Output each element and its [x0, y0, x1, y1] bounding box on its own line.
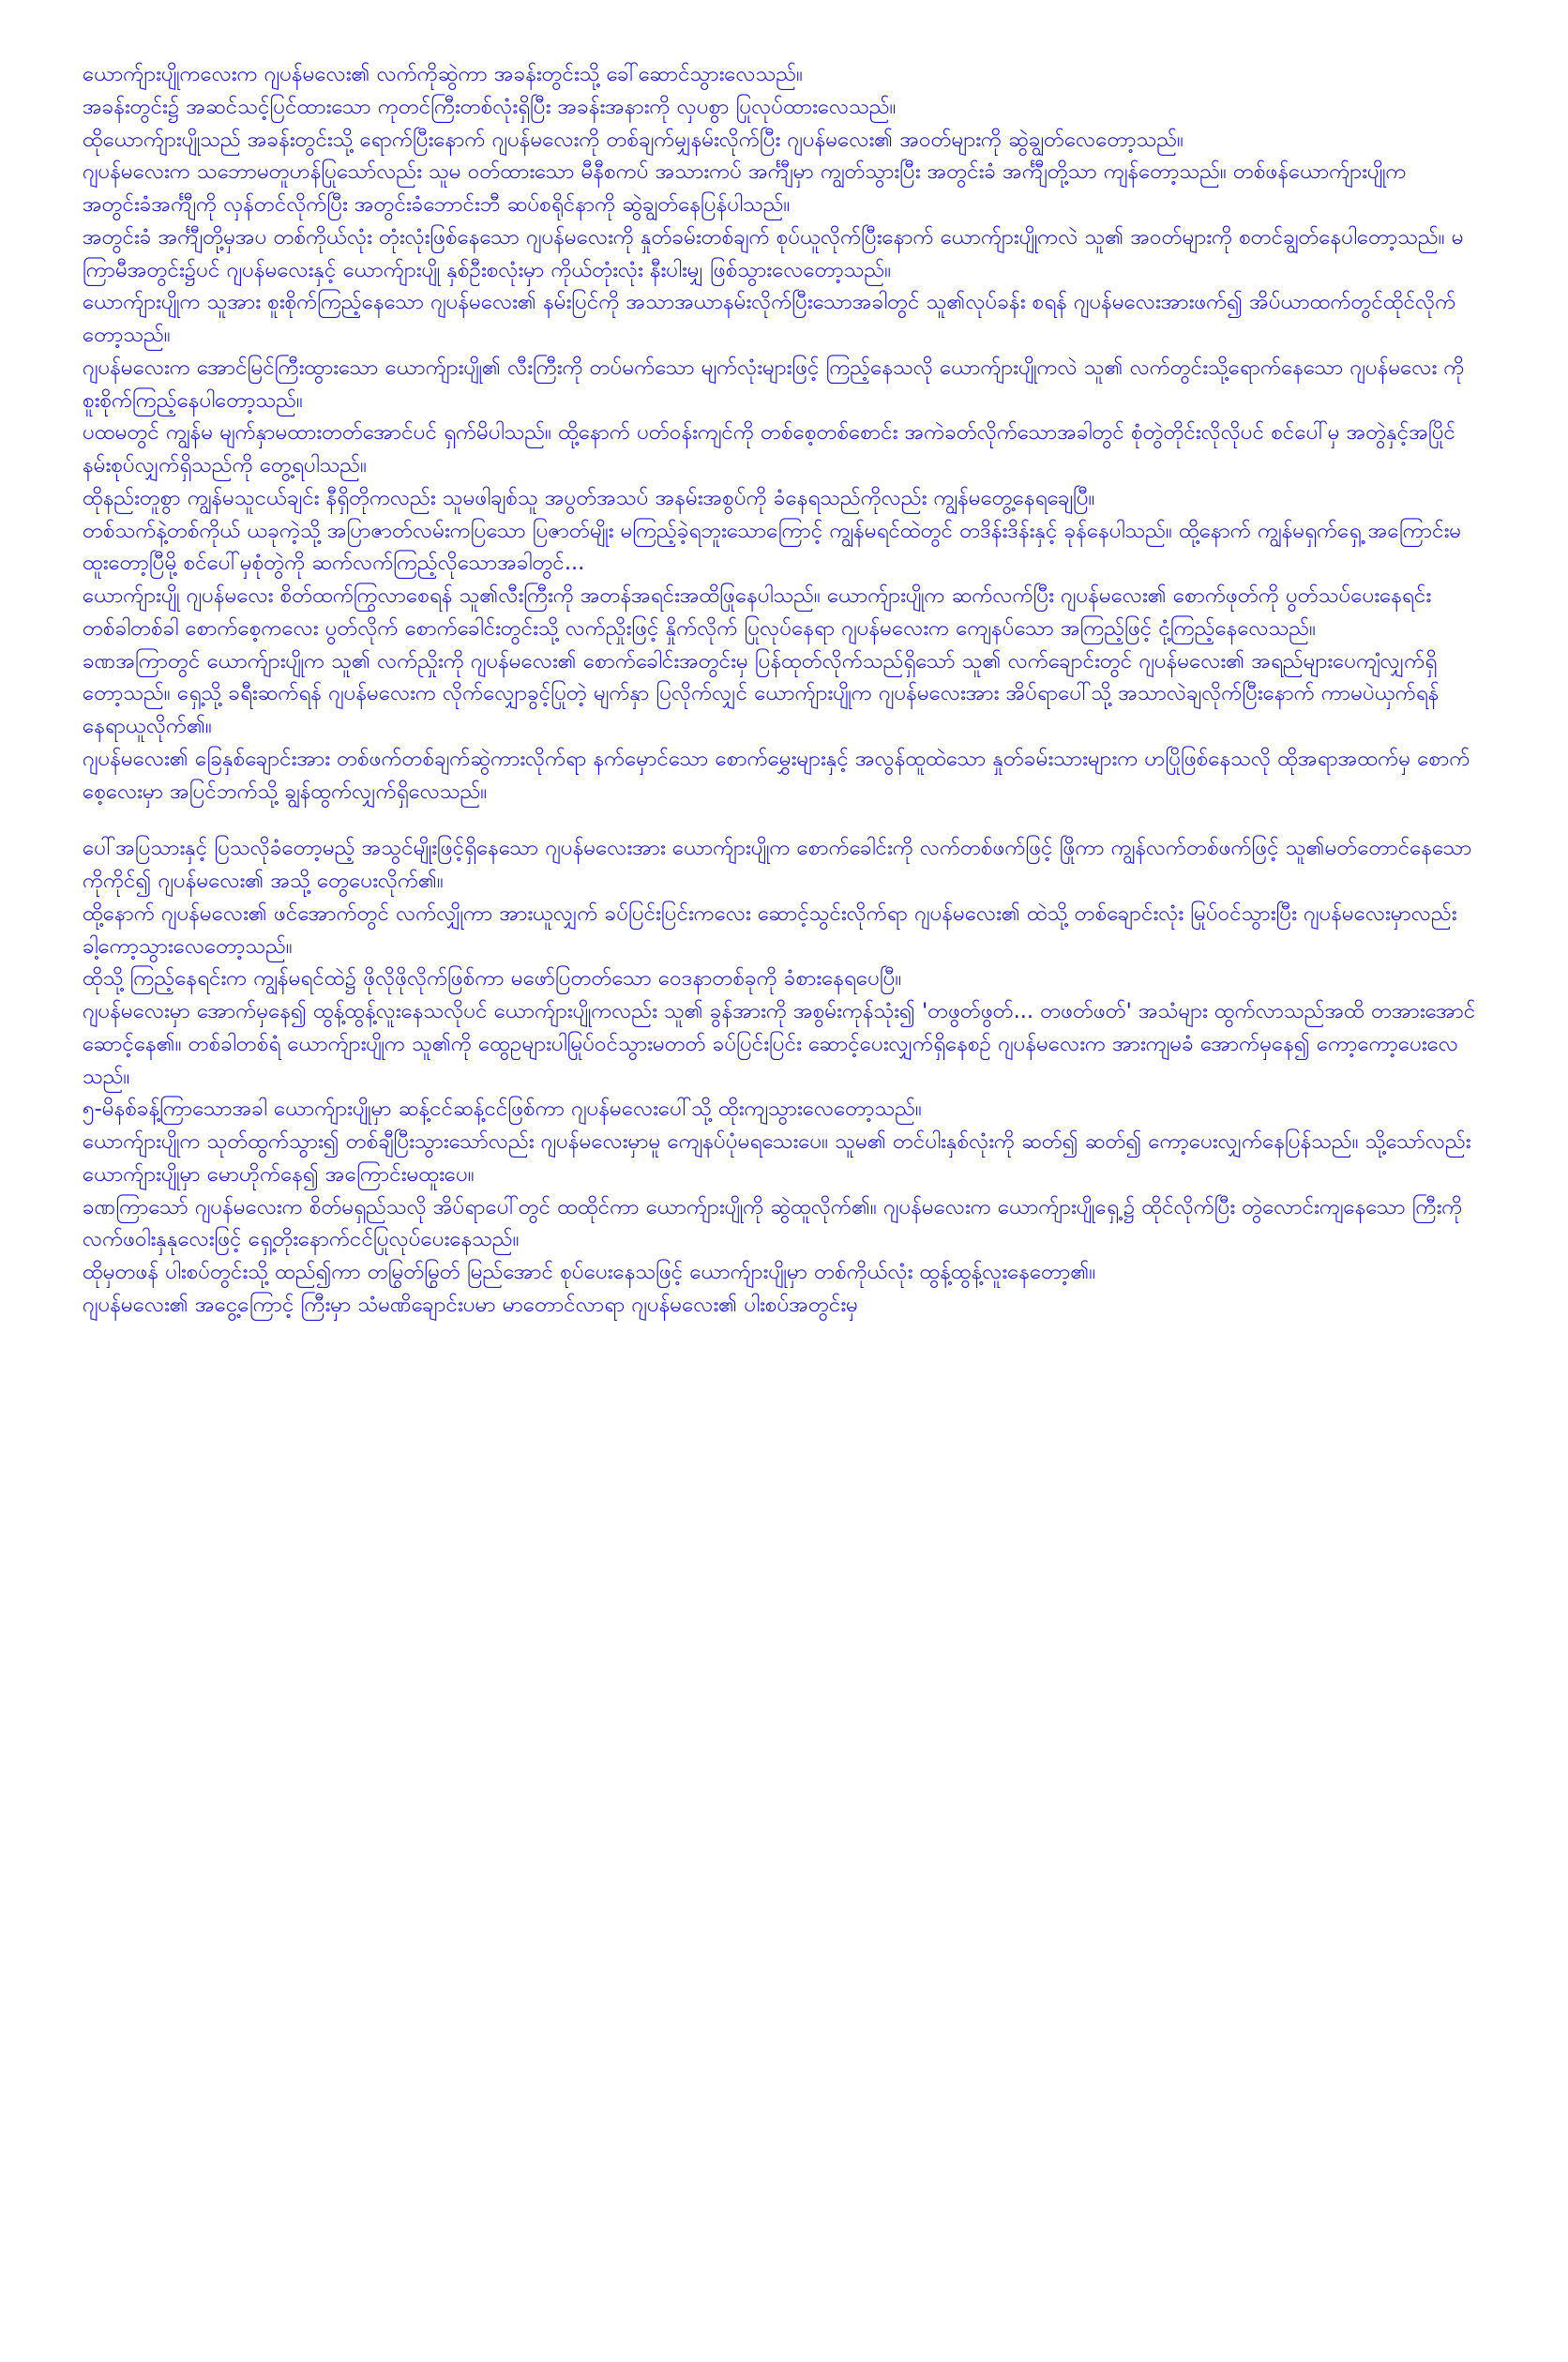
paragraph: ထိုမှတဖန် ပါးစပ်တွင်းသို့ ထည်၍ကာ တမြွတ်မြွတ် မြည်အောင် စုပ်ပေးနေသဖြင့် ယောက်ျားပျိုမှာ တစ်ကိုယ်လုံး ထွန့်ထွန့်လူးနေတော့၏။ — [83, 1260, 1096, 1284]
document-body — [83, 58, 1478, 1322]
paragraph: ဂျပန်မလေး၏ အငွေ့ကြောင့် ကြီးမှာ သံမဏိချောင်းပမာ မာတောင်လာရာ ဂျပန်မလေး၏ ပါးစပ်အတွင်းမှ — [83, 1292, 858, 1317]
paragraph-spacer — [83, 808, 1478, 832]
paragraph: ထို့နောက် ဂျပန်မလေး၏ ဖင်အောက်တွင် လက်လျှိုကာ အားယူလျှက် ခပ်ပြင်းပြင်းကလေး ဆောင့်သွင်းလိုက်ရာ ဂျပန်မလေး၏ ထဲသို့ တစ်ချောင်းလုံး မြုပ်ဝင်သွားပြီး ဂျပန်မလေးမှာလည်း ခါ့ကော့သွားလေတော့သည်။ — [83, 901, 1457, 959]
paragraph: ပေါ်အပြသားနှင့် ပြသလိုခံတော့မည့် အသွင်မျိုးဖြင့်ရှိနေသော ဂျပန်မလေးအား ယောက်ျားပျိုက စောက်ခေါင်းကို လက်တစ်ဖက်ဖြင့် ဖြိုကာ ကျွန်လက်တစ်ဖက်ဖြင့် သူ၏မတ်တောင်နေသော ကိုကိုင်၍ ဂျပန်မလေး၏ အသို့ တွေပေးလိုက်၏။ — [83, 836, 1472, 893]
paragraph: ထိုသို့ ကြည့်နေရင်းက ကျွန်မရင်ထဲ၌ ဖိုလိုဖိုလိုက်ဖြစ်ကာ မဖော်ပြတတ်သော ဝေဒနာတစ်ခုကို ခံစားနေရပေပြီ။ — [83, 966, 902, 992]
paragraph: ဂျပန်မလေးမှာ အောက်မှနေ၍ ထွန့်ထွန့်လူးနေသလိုပင် ယောက်ျားပျိုကလည်း သူ၏ ခွန်အားကို အစွမ်းကုန်သုံး၍ 'တဖွတ်ဖွတ်... တဖတ်ဖတ်' အသံများ ထွက်လာသည်အထိ တအားအောင်ဆောင့်နေ၏။ တစ်ခါတစ်ရံ ယောက်ျားပျိုက သူ၏ကို ထွေဥများပါမြုပ်ဝင်သွားမတတ် ခပ်ပြင်းပြင်း ဆောင့်ပေးလျှက်ရှိနေစဉ် ဂျပန်မလေးက အားကျမခံ အောက်မှနေ၍ ကော့ကော့ပေးလေသည်။ — [83, 999, 1476, 1089]
paragraph: ပထမတွင် ကျွန်မ မျက်နှာမထားတတ်အောင်ပင် ရှက်မိပါသည်။ ထို့နောက် ပတ်ဝန်းကျင်ကို တစ်စေ့တစ်စောင်း အကဲခတ်လိုက်သောအခါတွင် စုံတွဲတိုင်းလိုလိုပင် စင်ပေါ်မှ အတွဲနှင့်အပြိုင် နမ်းစုပ်လျှက်ရှိသည်ကို တွေ့ရပါသည်။ — [83, 420, 1456, 477]
paragraph: ၅-မိနစ်ခန့်ကြာသောအခါ ယောက်ျားပျိုမှာ ဆန့်ငင်ဆန့်ငင်ဖြစ်ကာ ဂျပန်မလေးပေါ်သို့ ထိုးကျသွားလေတော့သည်။ — [83, 1097, 922, 1122]
paragraph: အခန်းတွင်း၌ အဆင်သင့်ပြင်ထားသော ကုတင်ကြီးတစ်လုံးရှိပြီး အခန်းအနားကို လှပစွာ ပြုလုပ်ထားလေသည်။ — [83, 94, 897, 119]
paragraph: ဂျပန်မလေး၏ ခြေနှစ်ချောင်းအား တစ်ဖက်တစ်ချက်ဆွဲကားလိုက်ရာ နက်မှောင်သော စောက်မွှေးများနှင့် အလွန်ထူထဲသော နှုတ်ခမ်းသားများက ဟပြိုဖြစ်နေသလို ထိုအရာအထက်မှ စောက်စေ့လေးမှာ အပြင်ဘက်သို့ ချွန်ထွက်လျှက်ရှိလေသည်။ — [83, 746, 1470, 804]
paragraph: ထိုယောက်ျားပျိုသည် အခန်းတွင်းသို့ ရောက်ပြီးနောက် ဂျပန်မလေးကို တစ်ချက်မျှနမ်းလိုက်ပြီး ဂျပန်မလေး၏ အဝတ်များကို ဆွဲချွတ်လေတော့သည်။ — [83, 127, 1184, 152]
paragraph: ခဏအကြာတွင် ယောက်ျားပျိုက သူ၏ လက်ညှိုးကို ဂျပန်မလေး၏ စောက်ခေါင်းအတွင်းမှ ပြန်ထုတ်လိုက်သည်ရှိသော် သူ၏ လက်ချောင်းတွင် ဂျပန်မလေး၏ အရည်များပေကျံလျှက်ရှိတော့သည်။ ရှေ့သို့ ခရီးဆက်ရန် ဂျပန်မလေးက လိုက်လျှောခွင့်ပြုတဲ့ မျက်နှာ ပြလိုက်လျှင် ယောက်ျားပျိုက ဂျပန်မလေးအား အိပ်ရာပေါ်သို့ အသာလဲချလိုက်ပြီးနောက် ကာမပဲယှက်ရန် နေရာယူလိုက်၏။ — [83, 648, 1440, 738]
paragraph: ယောက်ျားပျိုက သူအား စူးစိုက်ကြည့်နေသော ဂျပန်မလေး၏ နမ်းပြင်ကို အသာအယာနမ်းလိုက်ပြီးသောအခါတွင် သူ၏လုပ်ခန်း စရန် ဂျပန်မလေးအားဖက်၍ အိပ်ယာထက်တွင်ထိုင်လိုက်တော့သည်။ — [83, 290, 1456, 347]
paragraph: ယောက်ျားပျို ဂျပန်မလေး စိတ်ထက်ကြွလာစေရန် သူ၏လီးကြီးကို အတန်အရင်းအထိဖြုနေပါသည်။ ယောက်ျားပျိုက ဆက်လက်ပြီး ဂျပန်မလေး၏ စောက်ဖုတ်ကို ပွတ်သပ်ပေးနေရင်း တစ်ခါတစ်ခါ စောက်စေ့ကလေး ပွတ်လိုက် စောက်ခေါင်းတွင်းသို့ လက်ညှိုးဖြင့် နှိုက်လိုက် ပြုလုပ်နေရာ ဂျပန်မလေးက ကျေနပ်သော အကြည့်ဖြင့် ငုံ့ကြည့်နေလေသည်။ — [83, 583, 1432, 641]
paragraph: ဂျပန်မလေးက သဘောမတူဟန်ပြုသော်လည်း သူမ ဝတ်ထားသော မီနီစကပ် အသားကပ် အင်္ကျီမှာ ကျွတ်သွားပြီး အတွင်းခံ အင်္ကျီတို့သာ ကျန်တော့သည်။ တစ်ဖန်ယောက်ျားပျိုက အတွင်းခံအင်္ကျီကို လှန်တင်လိုက်ပြီး အတွင်းခံဘောင်းဘီ ဆပ်စရိုင်နာကို ဆွဲချွတ်နေပြန်ပါသည်။ — [83, 159, 1407, 217]
paragraph: ယောက်ျားပျိုကလေးက ဂျပန်မလေး၏ လက်ကိုဆွဲကာ အခန်းတွင်းသို့ ခေါ်ဆောင်သွားလေသည်။ — [83, 62, 803, 86]
paragraph: ယောက်ျားပျိုက သုတ်ထွက်သွား၍ တစ်ချီပြီးသွားသော်လည်း ဂျပန်မလေးမှာမူ ကျေနပ်ပုံမရသေးပေ။ သူမ၏ တင်ပါးနှစ်လုံးကို ဆတ်၍ ဆတ်၍ ကော့ပေးလျှက်နေပြန်သည်။ သို့သော်လည်း ယောက်ျားပျိုမှာ မောဟိုက်နေ၍ အကြောင်းမထူးပေ။ — [83, 1129, 1471, 1187]
paragraph: ခဏကြာသော် ဂျပန်မလေးက စိတ်မရှည်သလို အိပ်ရာပေါ်တွင် ထထိုင်ကာ ယောက်ျားပျိုကို ဆွဲထူလိုက်၏။ ဂျပန်မလေးက ယောက်ျားပျိုရှေ့၌ ထိုင်လိုက်ပြီး တွဲလောင်းကျနေသော ကြီးကို လက်ဖဝါးနှနုလေးဖြင့် ရှေ့တိုးနောက်ငင်ပြုလုပ်ပေးနေသည်။ — [83, 1194, 1463, 1252]
paragraph: တစ်သက်နဲ့တစ်ကိုယ် ယခုကဲ့သို့ အပြာဇာတ်လမ်းကပြသော ပြဇာတ်မျိုး မကြည့်ခဲ့ရဘူးသောကြောင့် ကျွန်မရင်ထဲတွင် တဒိန်းဒိန်းနှင့် ခုန်နေပါသည်။ ထို့နောက် ကျွန်မရှက်ရှေ့ အကြောင်းမထူးတော့ပြီမို့ စင်ပေါ်မှစုံတွဲကို ဆက်လက်ကြည့်လိုသောအခါတွင်... — [83, 518, 1462, 576]
paragraph: အတွင်းခံ အင်္ကျီတို့မှအပ တစ်ကိုယ်လုံး တုံးလုံးဖြစ်နေသော ဂျပန်မလေးကို နှုတ်ခမ်းတစ်ချက် စုပ်ယူလိုက်ပြီးနောက် ယောက်ျားပျိုကလဲ သူ၏ အဝတ်များကို စတင်ချွတ်နေပါတော့သည်။ မကြာမီအတွင်း၌ပင် ဂျပန်မလေးနှင့် ယောက်ျားပျို နှစ်ဦးစလုံးမှာ ကိုယ်တုံးလုံး နီးပါးမျှ ဖြစ်သွားလေတော့သည်။ — [83, 224, 1464, 282]
paragraph: ထိုနည်းတူစွာ ကျွန်မသူငယ်ချင်း နီရှိတိုကလည်း သူမဖါချစ်သူ အပွတ်အသပ် အနမ်းအစွပ်ကို ခံနေရသည်ကိုလည်း ကျွန်မတွေ့နေရချေပြီ။ — [83, 485, 1095, 510]
paragraph: ဂျပန်မလေးက အောင်မြင်ကြီးထွားသော ယောက်ျားပျို၏ လီးကြီးကို တပ်မက်သော မျက်လုံးများဖြင့် ကြည့်နေသလို ယောက်ျားပျိုကလဲ သူ၏ လက်တွင်းသို့ရောက်နေသော ဂျပန်မလေး ကို စူးစိုက်ကြည့်နေပါတော့သည်။ — [83, 355, 1465, 413]
